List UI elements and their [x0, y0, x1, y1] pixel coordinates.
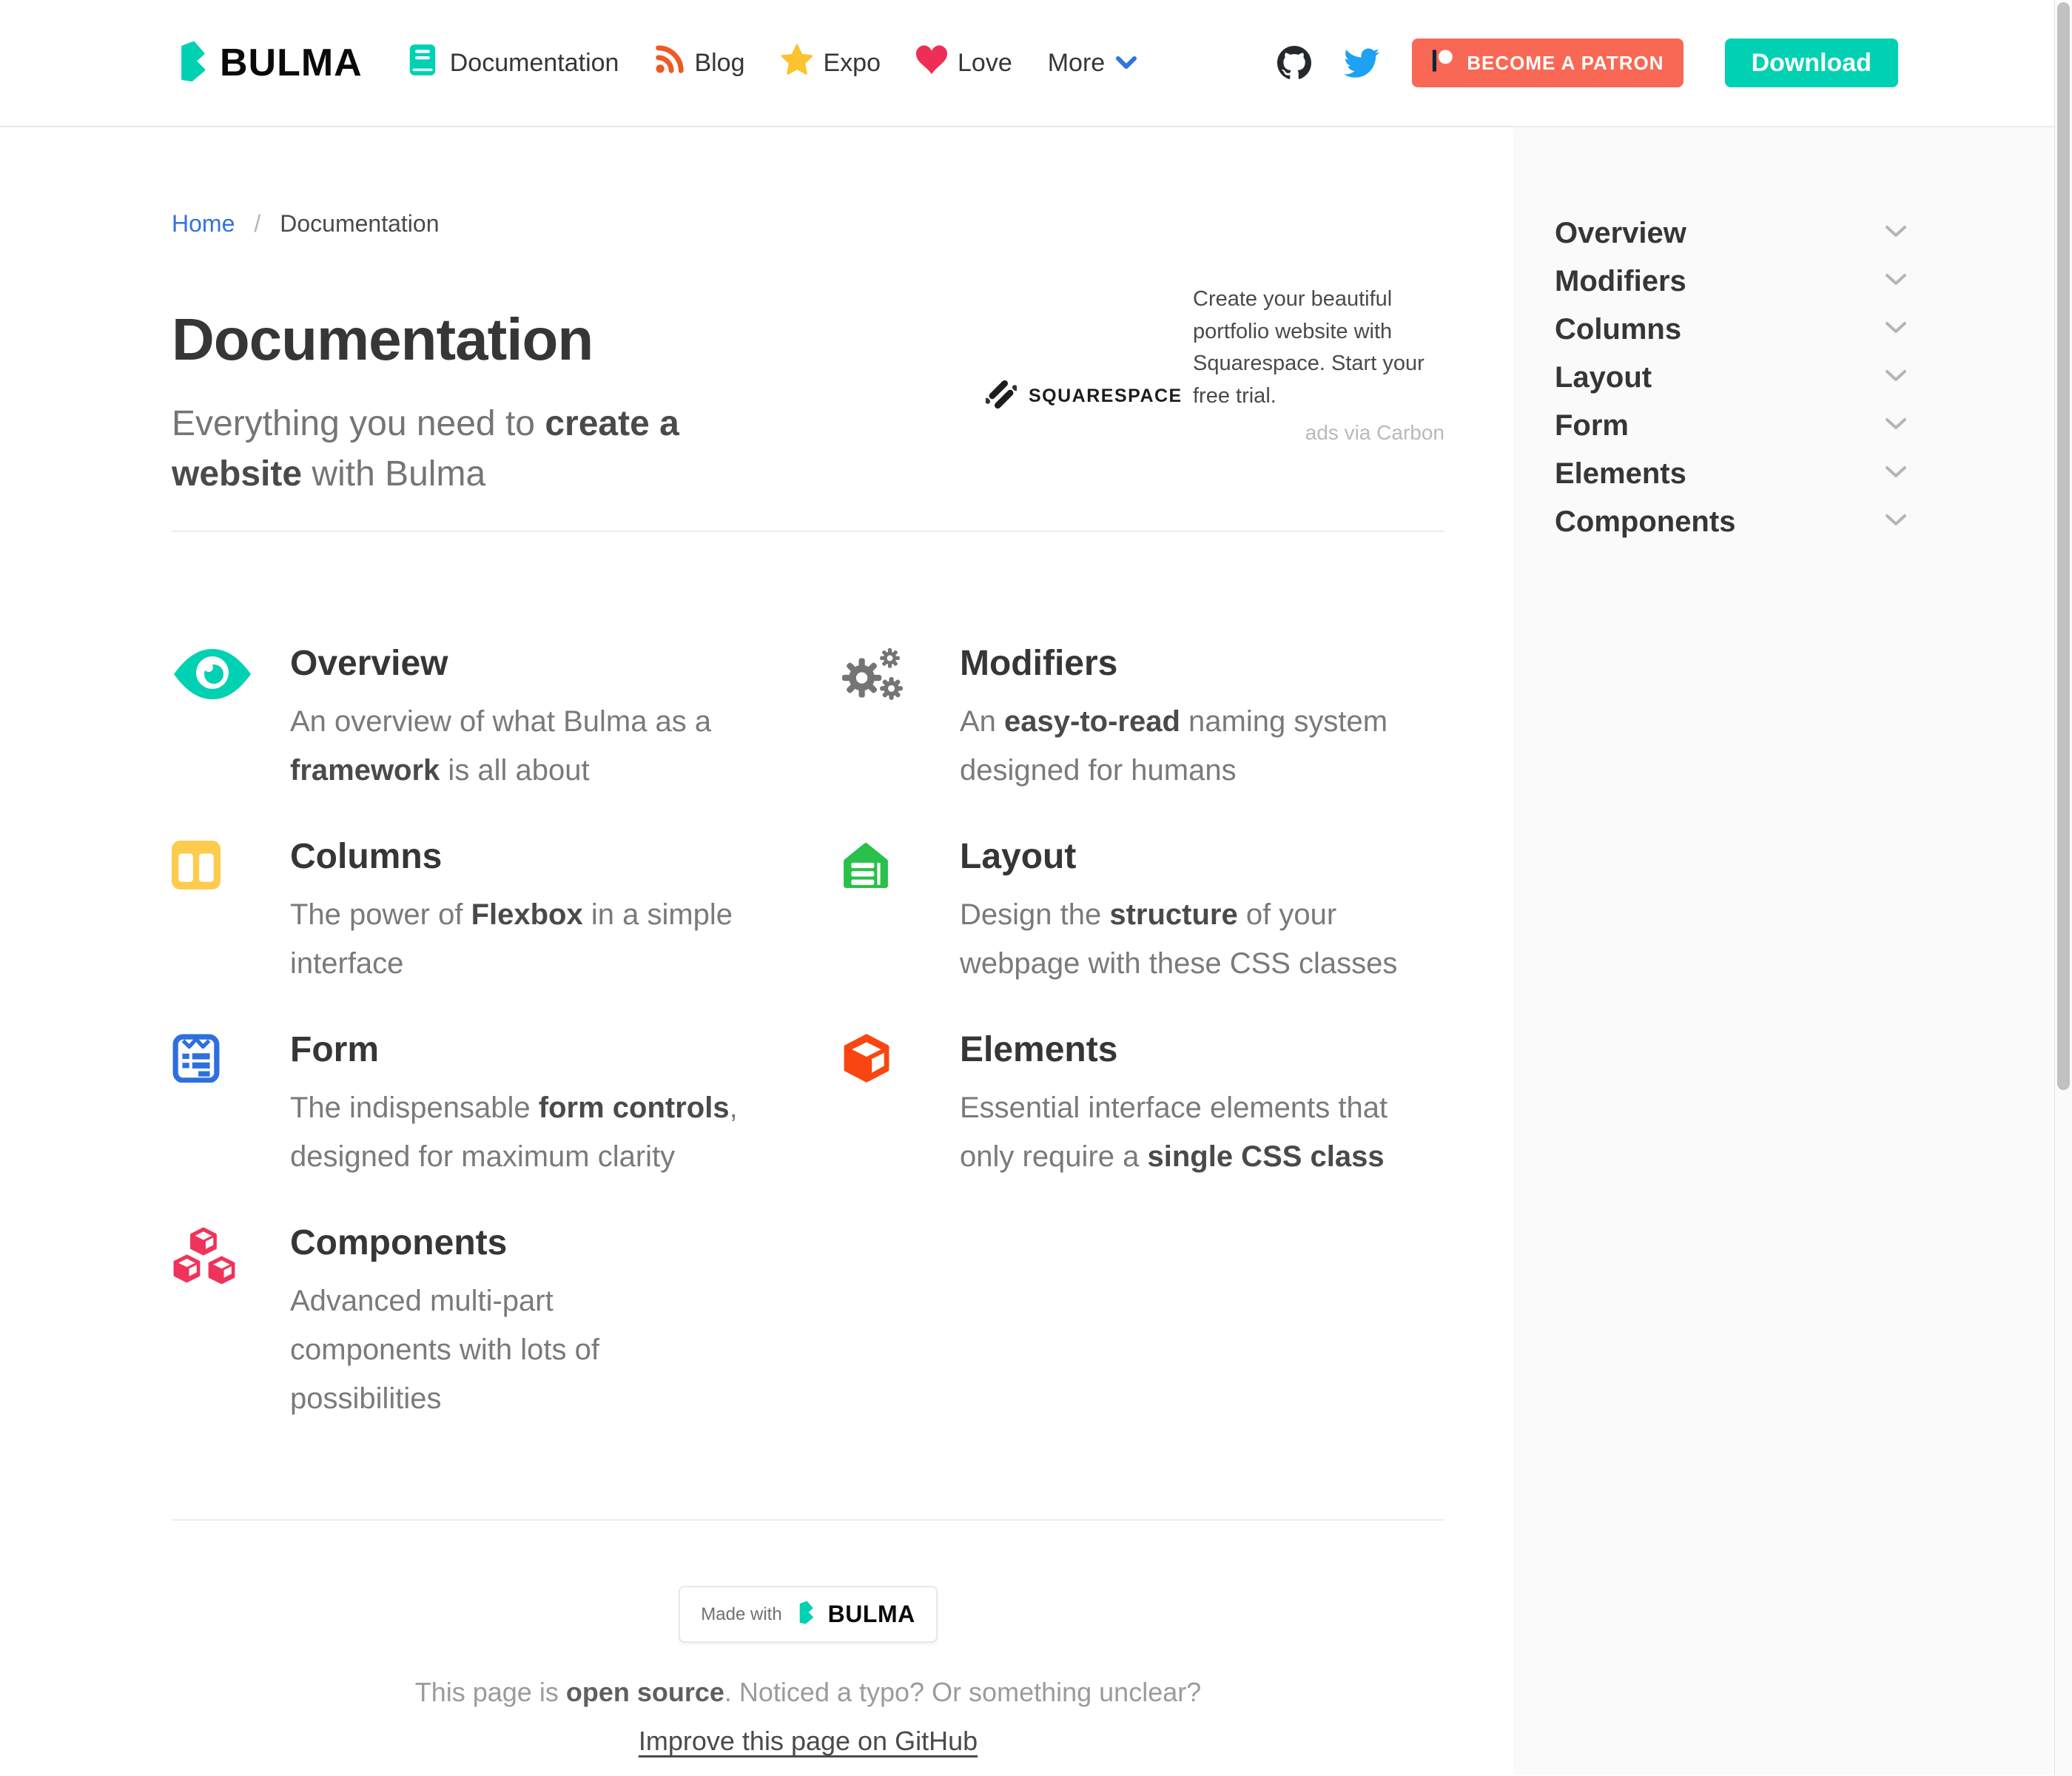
sidebar-item-label: Layout: [1555, 360, 1652, 394]
sidebar-menu: [1513, 127, 2072, 1775]
footer-open-source-line: This page is open source. Noticed a typo? Or something unclear?: [414, 1677, 1202, 1708]
nav-item-expo[interactable]: [781, 44, 881, 83]
section-overview[interactable]: [172, 643, 775, 795]
sidebar-item-label: Columns: [1555, 312, 1682, 346]
layout-icon: [841, 836, 929, 988]
breadcrumb-current: Documentation: [280, 210, 440, 237]
section-elements[interactable]: [841, 1029, 1444, 1181]
sidebar-item-label: Elements: [1555, 457, 1686, 490]
twitter-icon[interactable]: [1344, 48, 1379, 78]
sidebar-item-overview[interactable]: [1555, 215, 1907, 252]
sidebar-item-elements[interactable]: [1555, 455, 1907, 492]
ad-text: Create your beautiful portfolio website with Squarespace. Start your free trial.: [1193, 287, 1424, 408]
made-with-bulma-badge[interactable]: [679, 1586, 937, 1643]
content-column: [0, 127, 1513, 1775]
squarespace-icon: [986, 379, 1017, 414]
section-title[interactable]: Form: [290, 1030, 379, 1070]
chevron-down-icon: [1115, 49, 1137, 78]
chevron-down-icon: [1885, 369, 1907, 386]
sidebar-item-columns[interactable]: [1555, 311, 1907, 348]
section-title[interactable]: Columns: [290, 837, 443, 877]
nav-item-love[interactable]: [916, 45, 1012, 81]
nav-item-more[interactable]: [1048, 49, 1137, 78]
ad-body: [1193, 283, 1444, 445]
ad-brand-block: [986, 347, 1183, 445]
section-description: The indispensable form controls, designed for maximum clarity: [290, 1092, 738, 1174]
become-a-patron-button[interactable]: [1412, 38, 1683, 87]
scrollbar-thumb[interactable]: [2057, 2, 2070, 1090]
section-body: [960, 1029, 1444, 1181]
sidebar-item-components[interactable]: [1555, 503, 1907, 540]
chevron-down-icon: [1885, 465, 1907, 482]
main-area: [0, 127, 2072, 1775]
badge-prefix: Made with: [701, 1604, 782, 1624]
section-columns[interactable]: [172, 836, 775, 988]
page-header: [172, 287, 1444, 500]
section-components[interactable]: [172, 1222, 775, 1423]
download-button-label: Download: [1751, 48, 1871, 77]
sidebar-item-label: Overview: [1555, 216, 1686, 249]
bulma-mark-icon: [796, 1599, 815, 1629]
nav-item-label: Love: [958, 48, 1012, 77]
section-body: [960, 643, 1444, 795]
breadcrumb-home-link[interactable]: Home: [172, 210, 235, 237]
ad-brand-name: SQUARESPACE: [1029, 385, 1183, 406]
nav-item-label: Documentation: [449, 48, 619, 77]
gears-icon: [841, 643, 929, 795]
sidebar-item-layout[interactable]: [1555, 359, 1907, 396]
section-description: An overview of what Bulma as a framework is all about: [290, 705, 712, 787]
rss-icon: [654, 45, 684, 81]
section-body: [290, 836, 775, 988]
chevron-down-icon: [1885, 273, 1907, 290]
sidebar-item-label: Components: [1555, 505, 1736, 538]
section-form[interactable]: [172, 1029, 775, 1181]
nav-item-label: Blog: [694, 48, 745, 77]
patron-button-label: BECOME A PATRON: [1467, 51, 1664, 74]
page-subtitle: Everything you need to create a website with Bulma: [172, 404, 679, 494]
title-block: [172, 306, 749, 500]
section-title[interactable]: Elements: [960, 1030, 1118, 1070]
nav-item-documentation[interactable]: [406, 43, 619, 84]
section-description: The power of Flexbox in a simple interface: [290, 898, 733, 980]
eye-icon: [172, 643, 259, 795]
section-grid: [172, 643, 1444, 1423]
chevron-down-icon: [1885, 225, 1907, 242]
patreon-icon: [1431, 49, 1453, 78]
section-modifiers[interactable]: [841, 643, 1444, 795]
star-icon: [781, 44, 813, 83]
section-title[interactable]: Layout: [960, 837, 1077, 877]
section-description: An easy-to-read naming system designed for humans: [960, 705, 1388, 787]
navbar-right: [1277, 38, 1898, 87]
navbar-container: [174, 0, 1898, 126]
nav-item-label: More: [1047, 48, 1106, 77]
badge-brand: BULMA: [827, 1601, 915, 1628]
carbon-ad[interactable]: [986, 283, 1444, 445]
section-description: Advanced multi-part components with lots of possibilities: [290, 1285, 599, 1416]
form-icon: [172, 1029, 259, 1181]
download-button[interactable]: [1725, 38, 1898, 87]
breadcrumb-separator: /: [254, 210, 261, 237]
section-body: [960, 836, 1444, 988]
footer-divider: [172, 1519, 1444, 1521]
improve-page-github-link[interactable]: Improve this page on GitHub: [638, 1726, 978, 1757]
breadcrumb: [172, 210, 1444, 238]
nav-item-blog[interactable]: [654, 45, 744, 81]
page-title: Documentation: [172, 306, 593, 372]
github-icon[interactable]: [1277, 46, 1311, 80]
brand-wordmark: BULMA: [220, 41, 363, 84]
chevron-down-icon: [1885, 514, 1907, 531]
section-description: Essential interface elements that only require a single CSS class: [960, 1092, 1388, 1174]
section-title[interactable]: Components: [290, 1223, 508, 1263]
bulma-logo[interactable]: [174, 38, 363, 88]
nav-item-label: Expo: [823, 48, 881, 77]
sidebar-item-modifiers[interactable]: [1555, 263, 1907, 300]
bulma-mark-icon: [174, 38, 208, 88]
cube-icon: [841, 1029, 929, 1181]
book-icon: [406, 43, 440, 84]
columns-icon: [172, 836, 259, 988]
navbar: [0, 0, 2072, 127]
sidebar-item-label: Modifiers: [1555, 264, 1686, 297]
sidebar-item-form[interactable]: [1555, 407, 1907, 444]
page-footer: [172, 1586, 1444, 1757]
section-title[interactable]: Modifiers: [960, 644, 1118, 684]
chevron-down-icon: [1885, 417, 1907, 434]
section-layout[interactable]: [841, 836, 1444, 988]
page-scrollbar: [2054, 0, 2072, 1776]
sidebar-item-label: Form: [1555, 408, 1629, 442]
ad-attribution[interactable]: ads via Carbon: [1305, 421, 1444, 444]
cubes-icon: [172, 1222, 259, 1423]
chevron-down-icon: [1885, 321, 1907, 338]
navbar-menu: [406, 43, 1137, 84]
section-title[interactable]: Overview: [290, 644, 448, 684]
section-body: [290, 1222, 660, 1423]
heart-icon: [916, 45, 947, 81]
header-divider: [172, 531, 1444, 532]
section-description: Design the structure of your webpage with these CSS classes: [960, 898, 1398, 980]
section-body: [290, 1029, 775, 1181]
section-body: [290, 643, 775, 795]
